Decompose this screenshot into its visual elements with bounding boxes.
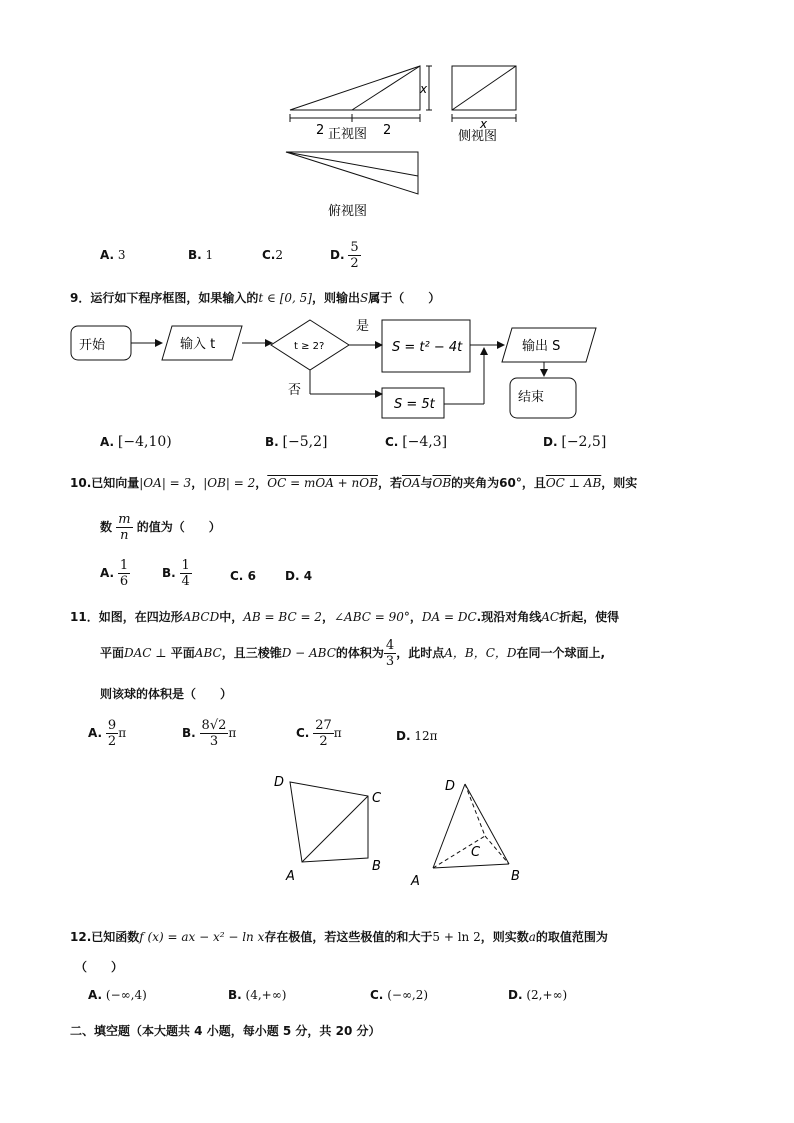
flowchart (66, 312, 606, 424)
q11-line2: 平面DAC ⊥ 平面ABC，且三棱锥D − ABC的体积为 $\frac{4}{3}$ ，此时点A，B，C，D在同一个球面上, (100, 638, 606, 669)
flow-output-text: 输出 S (522, 339, 561, 354)
q10-option-a: A. $\frac{1}{6}$ (100, 558, 129, 589)
q11-line1: 11．如图，在四边形ABCD中，AB = BC = 2，∠ABC = 90°，DA = DC.现沿对角线AC折起，使得 (70, 610, 620, 624)
flow-start-text: 开始 (79, 338, 106, 353)
q12-option-a: A. (−∞,4) (88, 988, 147, 1002)
q9-stem: 9．运行如下程序框图，如果输入的t ∈ [0, 5]，则输出S属于（ ） (70, 291, 441, 305)
front-view (290, 66, 432, 122)
q11-option-a: A. $\frac{9}{2}$ π (88, 718, 127, 749)
svg-text:C: C (372, 791, 382, 806)
svg-text:C: C (471, 845, 481, 860)
flow-no-text: 否 (288, 383, 302, 398)
q12-option-c: C. (−∞,2) (370, 988, 429, 1002)
front-dim-x: x (420, 82, 428, 96)
q8-option-c: C.2 (262, 248, 284, 262)
q11-option-c: C. $\frac{27}{2}$ π (296, 718, 342, 749)
front-view-label: 正视图 (328, 127, 368, 142)
q10-line1: 10.已知向量|OA| = 3，|OB| = 2，OC = mOA + nOB，若$\overline{OA}$与$\overline{OB}$的夹角为60°，且OC ⊥ AB，则实 (70, 476, 638, 490)
q9-option-c: C. [−4,3] (385, 434, 448, 450)
q12-option-d: D. (2,+∞) (508, 988, 568, 1002)
q12-line2: （ ） (75, 960, 124, 974)
top-view-label: 俯视图 (328, 204, 368, 219)
q11-line3: 则该球的体积是（ ） (100, 687, 233, 701)
flow-box-no-text: S = 5t (394, 397, 435, 412)
svg-text:A: A (411, 874, 420, 888)
q8-option-d: D. $\frac{5}{2}$ (330, 240, 359, 271)
flow-box-yes-text: S = t² − 4t (392, 340, 463, 355)
q12-line1: 12.已知函数f (x) = ax − x² − ln x存在极值，若这些极值的和大于5 + ln 2，则实数a的取值范围为 (70, 930, 608, 944)
q10-option-d: D. 4 (285, 569, 313, 583)
flow-input-text: 输入 t (180, 337, 216, 352)
front-dim-right: 2 (383, 123, 392, 138)
side-dim-x: x (480, 117, 488, 131)
front-dim-left: 2 (316, 123, 325, 138)
q9-option-a: A. [−4,10) (100, 434, 172, 450)
side-view (452, 66, 516, 122)
q8-option-b: B. 1 (188, 248, 214, 262)
svg-text:D: D (445, 779, 456, 794)
svg-text:D: D (274, 775, 285, 790)
q9-option-b: B. [−5,2] (265, 434, 328, 450)
side-view-label: 侧视图 (458, 129, 498, 144)
three-view-figure (280, 58, 530, 223)
q10-option-b: B. $\frac{1}{4}$ (162, 558, 190, 589)
q11-option-d: D. 12π (396, 729, 438, 743)
q10-line2: 数 $\frac{m}{n}$ 的值为（ ） (100, 512, 221, 543)
section2-title: 二、填空题（本大题共 4 小题，每小题 5 分，共 20 分） (70, 1024, 381, 1038)
flow-end-text: 结束 (518, 390, 545, 405)
q9-option-d: D. [−2,5] (543, 434, 607, 450)
top-view (286, 152, 418, 194)
svg-text:B: B (372, 859, 381, 874)
svg-text:B: B (511, 869, 520, 884)
q11-option-b: B. $\frac{8√2}{3}$ π (182, 718, 237, 749)
q10-option-c: C. 6 (230, 569, 256, 583)
q8-option-a: A. 3 (100, 248, 126, 262)
flow-cond-text: t ≥ 2? (294, 341, 325, 352)
q12-option-b: B. (4,+∞) (228, 988, 287, 1002)
flow-yes-text: 是 (356, 319, 370, 334)
q11-tetrahedron-figure (405, 770, 535, 888)
q11-quadrilateral-figure (268, 770, 398, 886)
svg-text:A: A (286, 869, 295, 884)
